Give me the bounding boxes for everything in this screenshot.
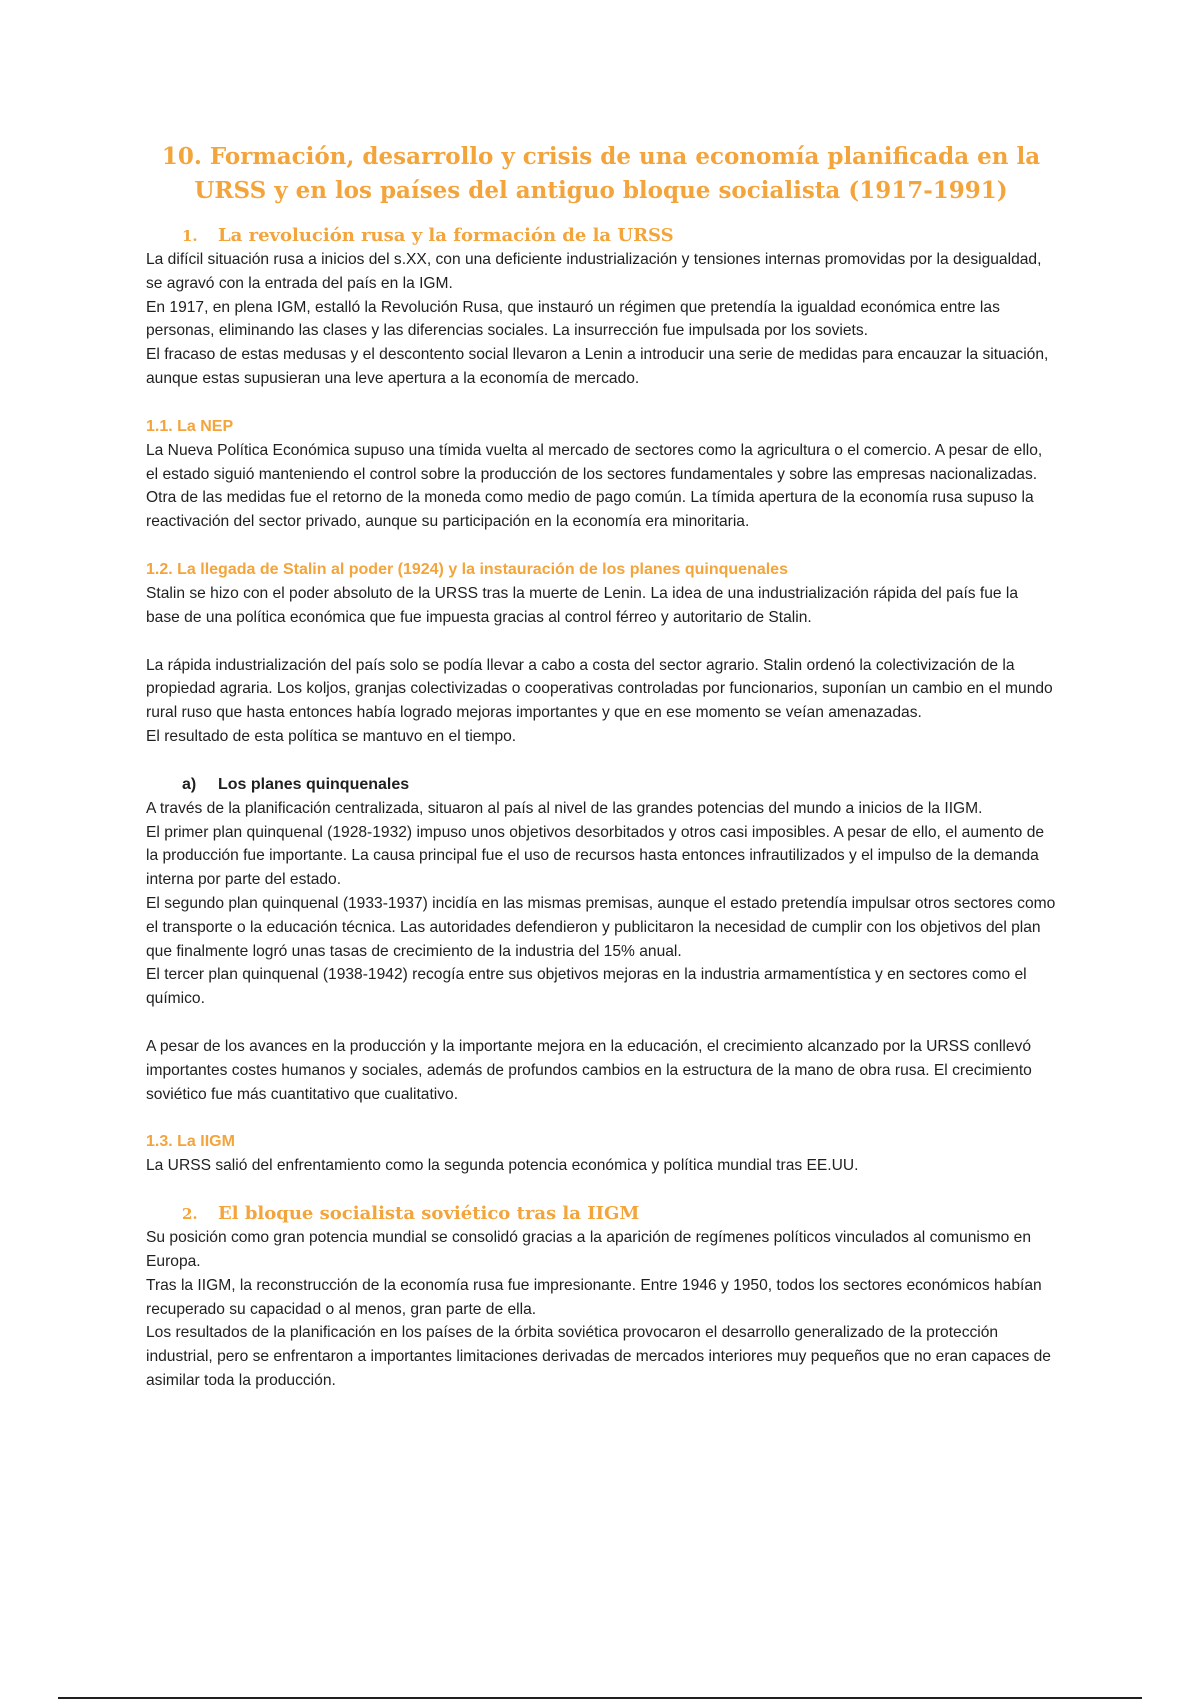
section-1-heading [146, 224, 1056, 248]
section-2-number: 2. [182, 1205, 198, 1224]
section-2-heading-text: El bloque socialista soviético tras la IIGM [218, 1203, 640, 1225]
section-1-paragraph-3: El fracaso de estas medusas y el descontento social llevaron a Lenin a introducir una serie de medidas para encauzar la situación, aunque estas supusieran una leve apertura a la economía de mercado. [146, 346, 1049, 387]
spacer [146, 1011, 1056, 1035]
section-1-heading-text: La revolución rusa y la formación de la URSS [218, 225, 674, 246]
subsection-1-2-heading: 1.2. La llegada de Stalin al poder (1924) y la instauración de los planes quinquenales [146, 560, 788, 578]
spacer [146, 534, 1056, 558]
section-2-paragraph-2: Tras la IIGM, la reconstrucción de la economía rusa fue impresionante. Entre 1946 y 1950, todos los sectores económicos habían recuperado su capacidad o al menos, gran parte de ella. [146, 1276, 1042, 1318]
subsection-1-2-paragraph-1: Stalin se hizo con el poder absoluto de la URSS tras la muerte de Lenin. La idea de una industrialización rápida del país fue la base de una política económica que fue impuesta gracias al control férreo y autoritario de Stalin. [146, 584, 1019, 626]
subsection-a-paragraph-1: A través de la planificación centralizada, situaron al país al nivel de las grandes potencias del mundo a inicios de la IIGM. [146, 799, 983, 817]
section-1-number: 1. [182, 227, 198, 245]
subsection-a-heading [146, 773, 1056, 797]
document-title: 10. Formación, desarrollo y crisis de una economía planificada en la URSS y en los países del antiguo bloque socialista (1917-1991) [161, 143, 1041, 204]
section-2-paragraph-3: Los resultados de la planificación en los países de la órbita soviética provocaron el desarrollo generalizado de la protección industrial, pero se enfrentaron a importantes limitaciones derivadas de mercados interiores muy pequeños que no eran capaces de asimilar toda la producción. [146, 1324, 1051, 1389]
subsection-a-paragraph-3: El segundo plan quinquenal (1933-1937) incidía en las mismas premisas, aunque el estado pretendía impulsar otros sectores como el transporte o la educación técnica. Las autoridades defendieron y publicitaron la necesidad de cumplir con los objetivos del plan que finalmente logró unas tasas de crecimiento de la industria del 15% anual. [146, 894, 1056, 960]
subsection-a-label: a) [182, 775, 197, 793]
subsection-a-paragraph-5: A pesar de los avances en la producción y la importante mejora en la educación, el crecimiento alcanzado por la URSS conllevó importantes costes humanos y sociales, además de profundos cambios en la estructura de la mano de obra rusa. El crecimiento soviético fue más cuantitativo que cualitativo. [146, 1037, 1032, 1103]
subsection-1-3-paragraph-1: La URSS salió del enfrentamiento como la segunda potencia económica y política mundial tras EE.UU. [146, 1157, 859, 1175]
section-1-paragraph-2: En 1917, en plena IGM, estalló la Revolución Rusa, que instauró un régimen que pretendía la igualdad económica entre las personas, eliminando las clases y las diferencias sociales. La insurrección fue impulsada por los soviets. [146, 298, 1000, 340]
document-page [146, 140, 1056, 1393]
subsection-a-paragraph-4: El tercer plan quinquenal (1938-1942) recogía entre sus objetivos mejoras en la industria armamentística y en sectores como el químico. [146, 966, 1027, 1008]
spacer [146, 749, 1056, 773]
subsection-1-2-paragraph-2: La rápida industrialización del país solo se podía llevar a cabo a costa del sector agrario. Stalin ordenó la colectivización de la propiedad agraria. Los koljos, granjas colectivizadas o cooperativas controladas por funcionarios, suponían un cambio en el mundo rural ruso que hasta entonces había logrado mejoras importantes y que en ese momento se veían amenazadas. [146, 656, 1053, 722]
section-2-heading [146, 1202, 1056, 1226]
spacer [146, 391, 1056, 415]
subsection-1-1-paragraph-1: La Nueva Política Económica supuso una tímida vuelta al mercado de sectores como la agricultura o el comercio. A pesar de ello, el estado siguió manteniendo el control sobre la producción de los sectores fundamentales y sobre las empresas nacionalizadas. [146, 441, 1043, 483]
subsection-1-1-paragraph-2: Otra de las medidas fue el retorno de la moneda como medio de pago común. La tímida apertura de la economía rusa supuso la reactivación del sector privado, aunque su participación en la economía era minoritaria. [146, 489, 1034, 531]
spacer [146, 1178, 1056, 1202]
subsection-a-heading-text: Los planes quinquenales [218, 775, 410, 793]
footer-rule [58, 1697, 1142, 1699]
section-1-paragraph-1: La difícil situación rusa a inicios del s.XX, con una deficiente industrialización y tensiones internas promovidas por la desigualdad, se agravó con la entrada del país en la IGM. [146, 251, 1042, 292]
section-2-paragraph-1: Su posición como gran potencia mundial se consolidó gracias a la aparición de regímenes políticos vinculados al comunismo en Europa. [146, 1229, 1032, 1270]
spacer [146, 630, 1056, 654]
subsection-1-1-heading: 1.1. La NEP [146, 417, 234, 435]
subsection-a-paragraph-2: El primer plan quinquenal (1928-1932) impuso unos objetivos desorbitados y otros casi imposibles. A pesar de ello, el aumento de la producción fue importante. La causa principal fue el uso de recursos hasta entonces infrautilizados y el impulso de la demanda interna por parte del estado. [146, 823, 1045, 889]
subsection-1-3-heading: 1.3. La IIGM [146, 1133, 235, 1151]
subsection-1-2-paragraph-3: El resultado de esta política se mantuvo en el tiempo. [146, 727, 517, 745]
spacer [146, 1106, 1056, 1130]
